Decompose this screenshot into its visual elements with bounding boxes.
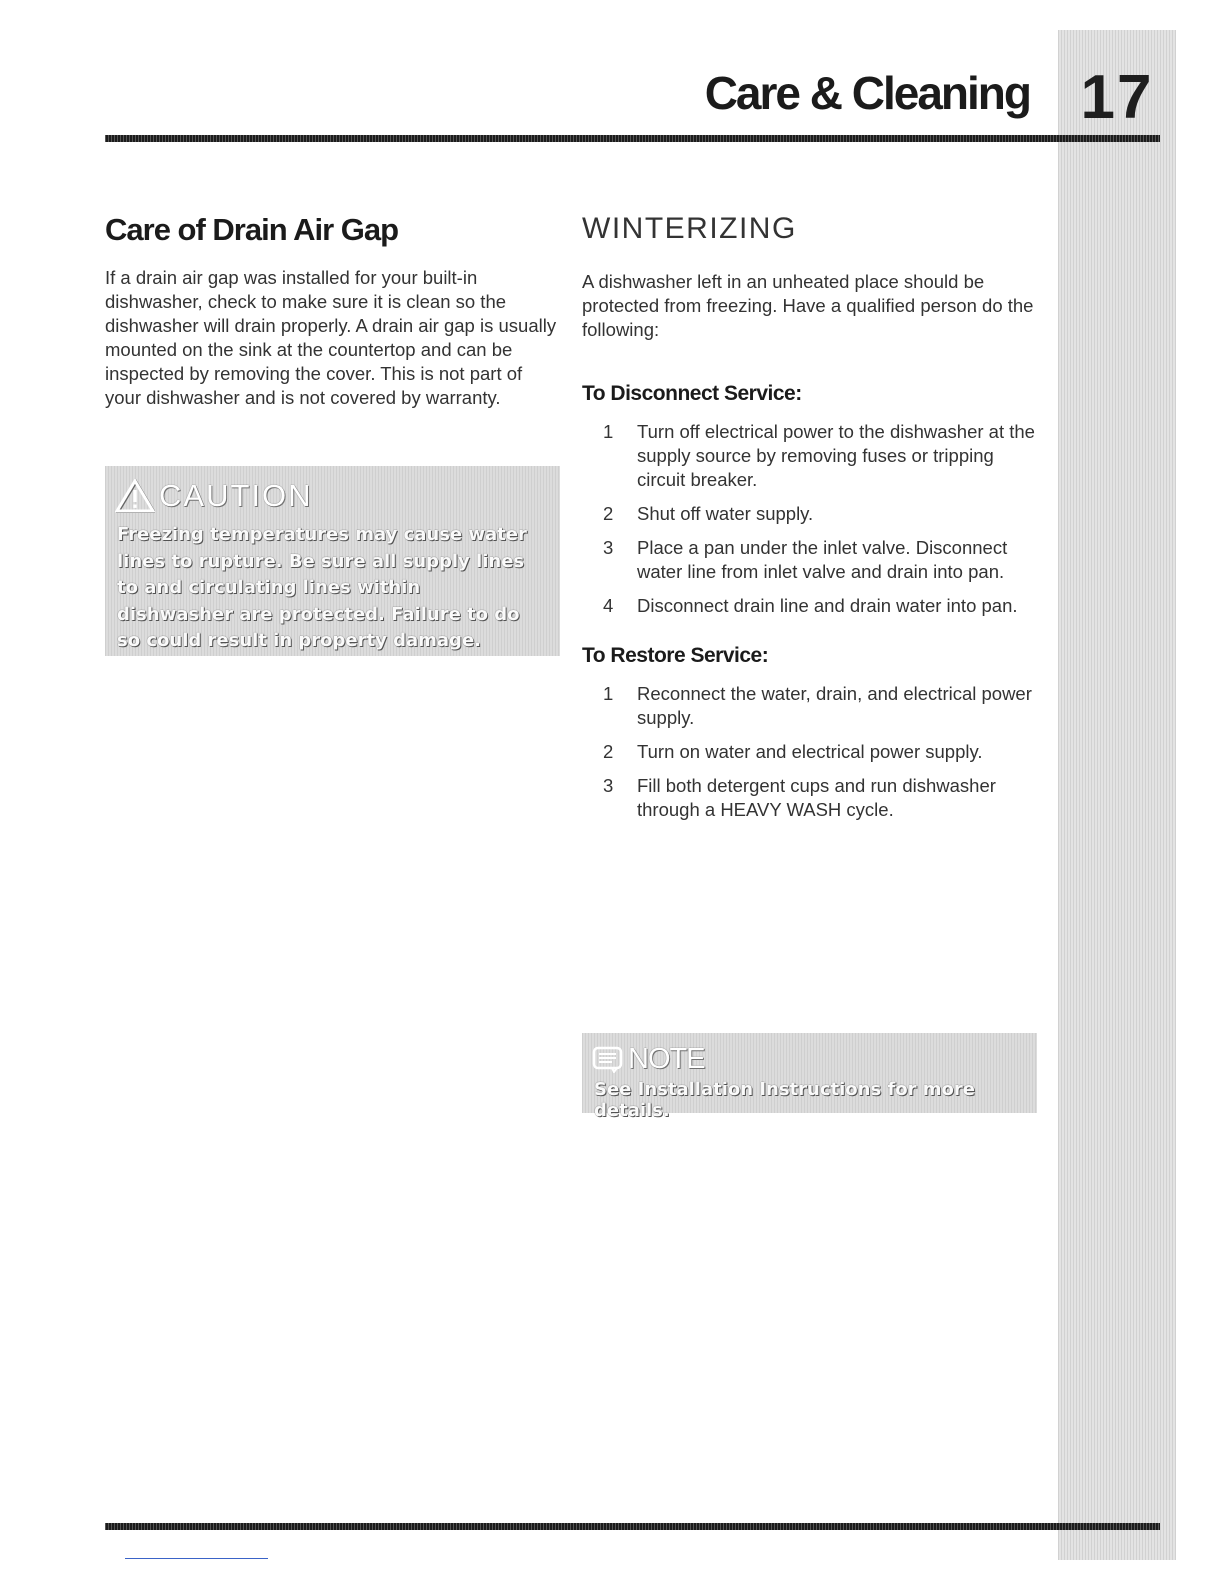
footer-line	[125, 1558, 268, 1559]
page-title: Care & Cleaning	[704, 67, 1030, 119]
list-item	[582, 740, 1037, 764]
step-text: Place a pan under the inlet valve. Disconnect water line from inlet valve and drain into pan.	[637, 537, 1008, 582]
step-text: Fill both detergent cups and run dishwasher through a HEAVY WASH cycle.	[637, 775, 996, 820]
list-item	[582, 682, 1037, 730]
header-rule	[105, 135, 1160, 142]
step-number: 3	[603, 537, 614, 558]
list-item	[582, 774, 1037, 822]
footer-rule	[105, 1523, 1160, 1530]
winterizing-section	[582, 212, 1037, 832]
caution-text: Freezing temperatures may cause water lines to rupture. Be sure all supply lines to and circulating lines within dishwasher are protected. Failure to do so could result in property damage.	[117, 524, 527, 651]
drain-air-gap-section	[105, 212, 560, 410]
note-pad-icon	[592, 1045, 624, 1073]
disconnect-service-title: To Disconnect Service:	[582, 382, 802, 405]
step-text: Turn on water and electrical power supply.	[637, 741, 983, 762]
restore-steps	[582, 682, 1037, 822]
list-item	[582, 420, 1037, 492]
drain-air-gap-title: Care of Drain Air Gap	[105, 212, 399, 247]
list-item	[582, 536, 1037, 584]
warning-triangle-icon	[115, 479, 155, 513]
step-number: 4	[603, 595, 614, 616]
restore-service-title: To Restore Service:	[582, 644, 769, 667]
note-box	[582, 1033, 1037, 1121]
winterizing-title: WINTERIZING	[582, 212, 797, 245]
step-number: 1	[603, 421, 614, 442]
note-label: NOTE	[628, 1042, 705, 1075]
side-tab	[1058, 30, 1176, 1560]
note-heading	[592, 1041, 705, 1077]
step-number: 1	[603, 683, 614, 704]
winterizing-intro: A dishwasher left in an unheated place should be protected from freezing. Have a qualified person do the following:	[582, 271, 1034, 340]
step-number: 2	[603, 741, 614, 762]
list-item	[582, 594, 1037, 618]
step-text: Turn off electrical power to the dishwasher at the supply source by removing fuses or tripping circuit breaker.	[637, 421, 1035, 490]
note-text: See Installation Instructions for more details.	[594, 1079, 976, 1121]
step-text: Reconnect the water, drain, and electrical power supply.	[637, 683, 1032, 728]
disconnect-steps	[582, 420, 1037, 618]
step-text: Shut off water supply.	[637, 503, 814, 524]
step-number: 3	[603, 775, 614, 796]
caution-box	[105, 466, 560, 656]
page-number: 17	[1080, 63, 1154, 132]
list-item	[582, 502, 1037, 526]
drain-air-gap-body: If a drain air gap was installed for your built-in dishwasher, check to make sure it is clean so the dishwasher will drain properly. A drain air gap is usually mounted on the sink at the countertop and can be inspected by removing the cover. This is not part of your dishwasher and is not covered by warranty.	[105, 267, 557, 408]
step-number: 2	[603, 503, 614, 524]
step-text: Disconnect drain line and drain water into pan.	[637, 595, 1018, 616]
caution-label: CAUTION	[159, 478, 313, 513]
caution-heading	[115, 476, 313, 516]
